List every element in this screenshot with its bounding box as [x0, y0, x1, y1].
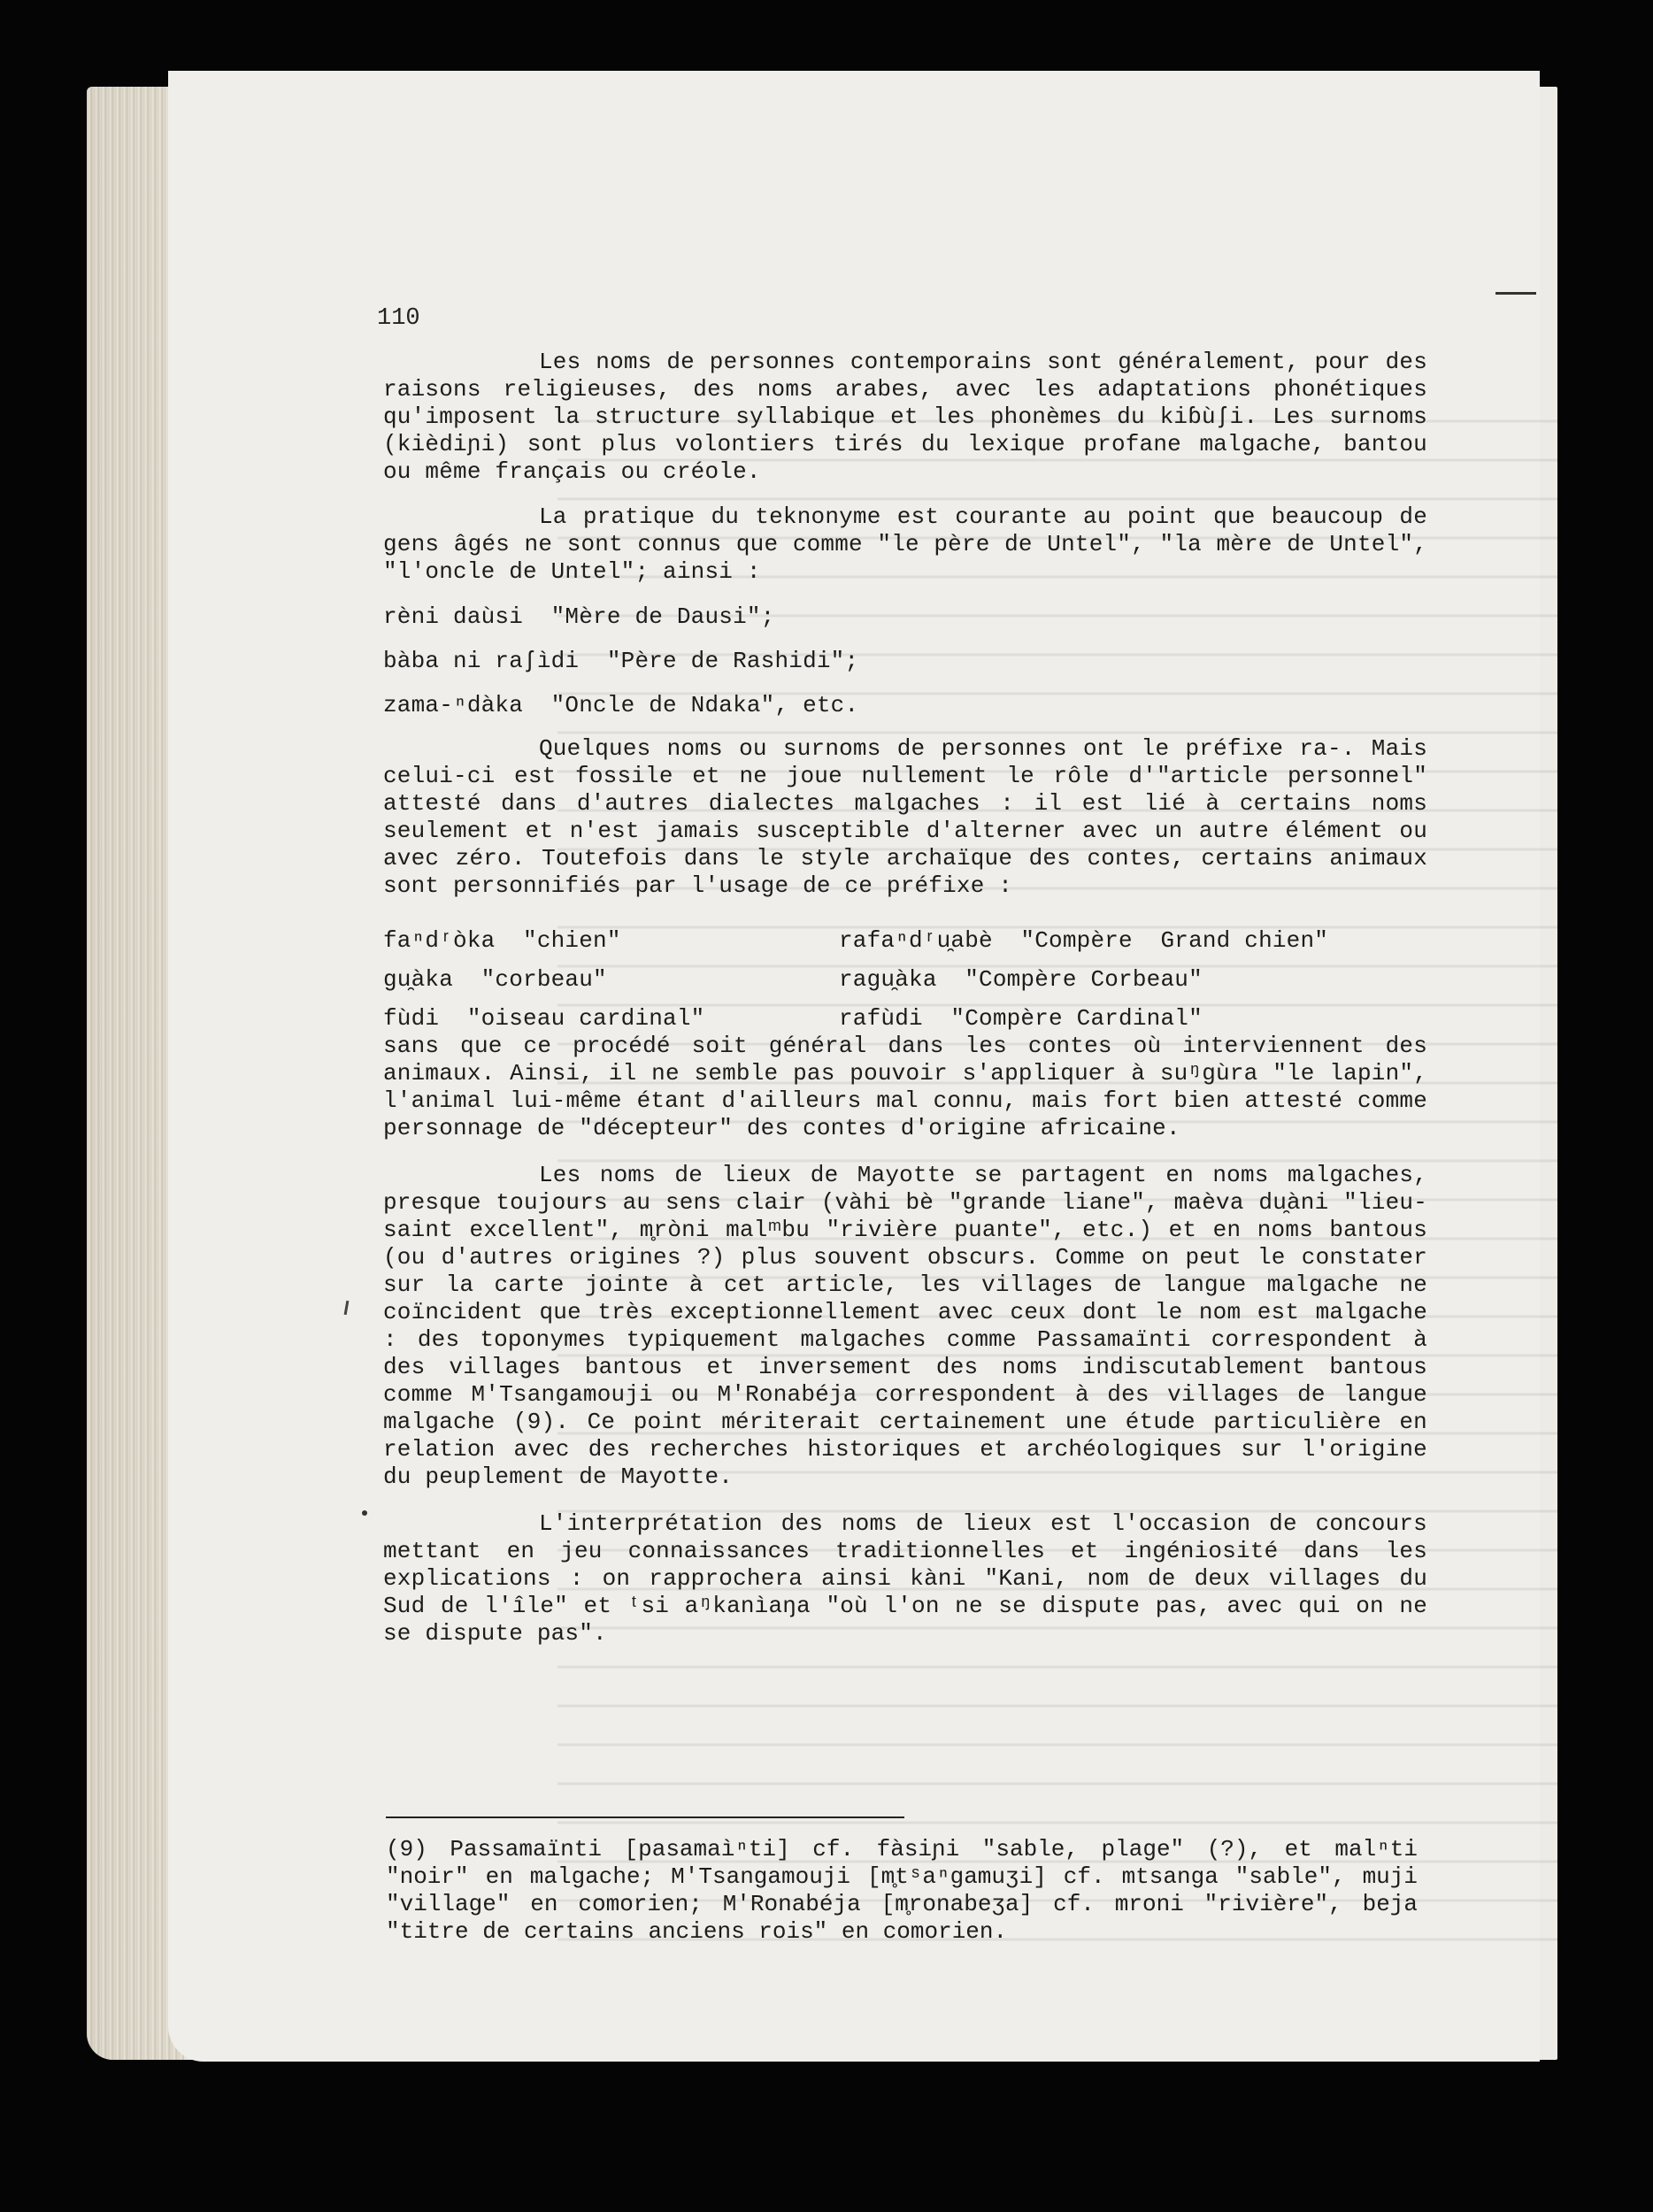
animal-personified: ragu̯àka "Compère Corbeau" — [839, 966, 1203, 993]
margin-mark — [1495, 292, 1536, 295]
animal-list — [383, 916, 1427, 1033]
body-text — [383, 349, 1427, 1647]
page-number: 110 — [377, 305, 420, 332]
paragraph: Quelques noms ou surnoms de personnes ont le préfixe ra-. Mais celui-ci est fossile et ne joue nullement le rôle d'"article personnel" attesté dans d'autres dialectes malgaches : il est lié à certains noms seulement et n'est jamais susceptible d'alterner avec un autre élément ou avec zéro. Toutefois dans le style archaïque des contes, certains animaux sont personnifiés par l'usage de ce préfixe : — [383, 735, 1427, 899]
paragraph: La pratique du teknonyme est courante au point que beaucoup de gens âgés ne sont connus que comme "le père de Untel", "la mère de Untel", "l'oncle de Untel"; ainsi : — [383, 503, 1427, 585]
animal-word: gu̯àka "corbeau" — [383, 966, 607, 993]
example-line: rèni daùsi "Mère de Dausi"; — [383, 603, 775, 630]
example-line: bàba ni raʃìdi "Père de Rashidi"; — [383, 648, 859, 674]
animal-personified: rafùdi "Compère Cardinal" — [839, 1005, 1203, 1032]
list-item — [383, 916, 1427, 955]
list-item — [383, 994, 1427, 1033]
paragraph: Les noms de lieux de Mayotte se partagent en noms malgaches, presque toujours au sens clair (vàhi bè "grande liane", maèva du̯àni "lieu-saint excellent", m̥ròni malᵐbu "rivière puante", etc.) et en noms bantous (ou d'autres origines ?) plus souvent obscurs. Comme on peut le constater sur la carte jointe à cet article, les villages de langue malgache ne coïncident que très exceptionnellement avec ceux dont le nom est malgache : des toponymes typiquement malgaches comme Passamaïnti correspondent à des villages bantous et inversement des noms indiscutablement bantous comme M'Tsangamouji ou M'Ronabéja correspondent à des villages de langue malgache (9). Ce point mériterait certainement une étude particulière en relation avec des recherches historiques et archéologiques sur l'origine du peuplement de Mayotte. — [383, 1162, 1427, 1490]
animal-word: fùdi "oiseau cardinal" — [383, 1005, 705, 1032]
paragraph: L'interprétation des noms de lieux est l'occasion de concours mettant en jeu connaissances traditionnelles et ingéniosité dans les explications : on rapprochera ainsi kàni "Kani, nom de deux villages du Sud de l'île" et ᵗsi aᵑkanìaŋa "où l'on ne se dispute pas, avec qui on ne se dispute pas". — [383, 1510, 1427, 1647]
paragraph: Les noms de personnes contemporains sont généralement, pour des raisons religieuses, des noms arabes, avec les adaptations phonétiques qu'imposent la structure syllabique et les phonèmes du kiɓùʃi. Les surnoms (kièdiɲi) sont plus volontiers tirés du lexique profane malgache, bantou ou même français ou créole. — [383, 349, 1427, 485]
animal-word: faⁿdʳòka "chien" — [383, 927, 621, 954]
example-line: zama-ⁿdàka "Oncle de Ndaka", etc. — [383, 692, 859, 718]
animal-personified: rafaⁿdʳu̯abè "Compère Grand chien" — [839, 927, 1329, 954]
footnote: (9) Passamaïnti [pasamaìⁿti] cf. fàsiɲi "sable, plage" (?), et malⁿti "noir" en malgache; M'Tsangamouji [m̥tˢaⁿgamuʒi] cf. mtsanga "sable", muji "village" en comorien; M'Ronabéja [m̥ronabeʒa] cf. mroni "rivière", beja "titre de certains anciens rois" en comorien. — [386, 1836, 1418, 1945]
paragraph: sans que ce procédé soit général dans les contes où interviennent des animaux. Ainsi, il ne semble pas pouvoir s'appliquer à suᵑgùra "le lapin", l'animal lui-même étant d'ailleurs mal connu, mais fort bien attesté comme personnage de "décepteur" des contes d'origine africaine. — [383, 1033, 1427, 1141]
margin-mark — [362, 1510, 367, 1516]
footnote-separator — [386, 1816, 904, 1818]
list-item — [383, 955, 1427, 994]
